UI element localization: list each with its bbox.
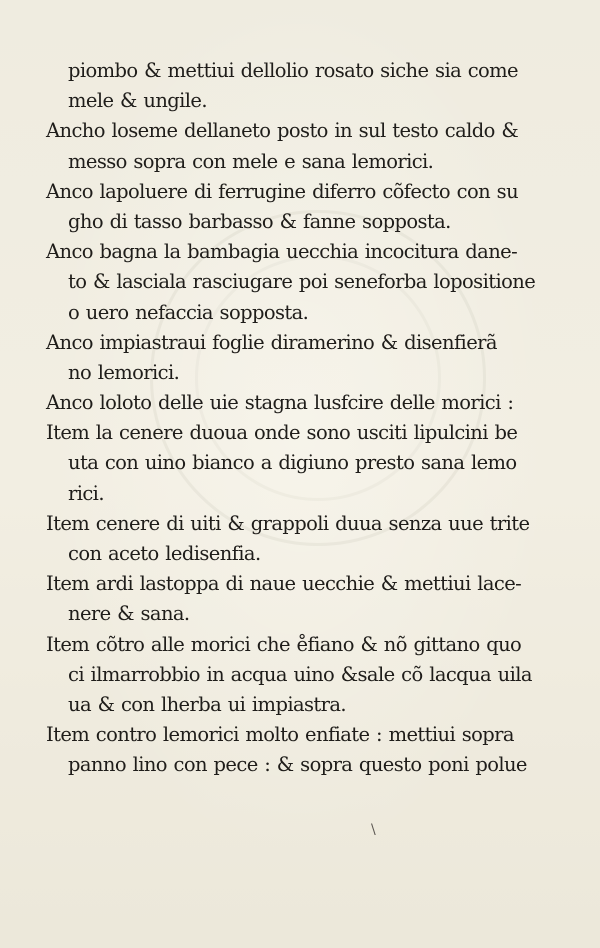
text-line: Anco impiastraui foglie diramerino & disenfierã [46,330,497,354]
text-line: mele & ungile. [68,89,207,113]
text-line: Item contro lemorici molto enfiate : mettiui sopra [46,723,514,747]
text-line: messo sopra con mele e sana lemorici. [68,149,434,173]
text-line: piombo & mettiui dellolio rosato siche sia come [68,59,518,82]
text-line: Anco loloto delle uie stagna lusfcire delle morici : [46,391,514,415]
text-line: Item ardi lastoppa di naue uecchie & mettiui lace- [46,572,522,596]
text-line: Anco bagna la bambagia uecchia incocitura dane- [46,240,518,264]
text-line: to & lasciala rasciugare poi seneforba lopositione [68,270,536,294]
text-line: con aceto ledisenfia. [68,542,261,565]
text-line: ua & con lherba ui impiastra. [68,692,346,716]
text-line: Ancho loseme dellaneto posto in sul testo caldo & [46,119,519,143]
text-line: Item cenere di uiti & grappoli duua senza uue trite [46,511,530,535]
footer-mark: \ [371,822,376,838]
text-line: uta con uino bianco a digiuno presto sana lemo [68,451,517,475]
text-line: Item cõtro alle morici che e̊fiano & nõ gittano quo [46,632,522,656]
text-line: rici. [68,481,104,505]
text-line: panno lino con pece : & sopra questo poni polue [68,753,527,777]
text-body [46,56,566,781]
text-line: no lemorici. [68,360,180,384]
text-line: Anco lapoluere di ferrugine diferro cõfecto con su [46,179,519,203]
text-line: Item la cenere duoua onde sono usciti lipulcini be [46,421,518,445]
text-line: nere & sana. [68,602,190,626]
text-line: o uero nefaccia sopposta. [68,300,309,324]
text-line: gho di tasso barbasso & fanne sopposta. [68,209,451,233]
text-line: ci ilmarrobbio in acqua uino &sale cõ lacqua uila [68,662,532,686]
